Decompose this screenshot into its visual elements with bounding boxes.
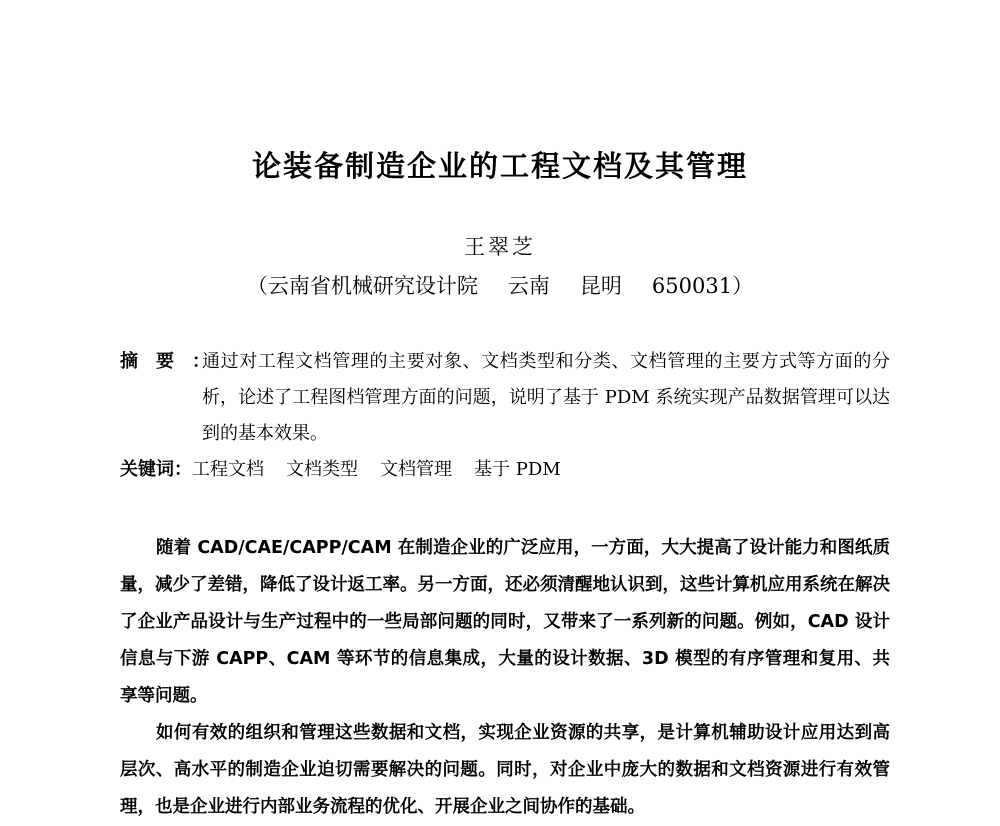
affiliation-institution: 云南省机械研究设计院 (267, 274, 478, 298)
paper-title: 论装备制造企业的工程文档及其管理 (251, 149, 748, 183)
abstract-label: 摘要： (120, 351, 228, 372)
affiliation-postcode: 650031 (651, 274, 733, 298)
affiliation-close-paren: ） (732, 274, 754, 298)
body-paragraph: 随着 CAD/CAE/CAPP/CAM 在制造企业的广泛应用，一方面，大大提高了设计能力和图纸质量，减少了差错，降低了设计返工率。另一方面，还必须清醒地认识到，这些计算机应用系统在解决了企业产品设计与生产过程中的一些局部问题的同时，又带来了一系列新的问题。例如，CAD 设计信息与下游 CAPP、CAM 等环节的信息集成，大量的设计数据、3D 模型的有序管理和复用、共享等问题。 (120, 538, 890, 706)
keywords-label: 关键词： (120, 459, 192, 480)
affiliation (200, 270, 800, 302)
author-name: 王翠芝 (464, 235, 536, 259)
body-text (120, 530, 890, 826)
keyword-item: 基于 PDM (474, 459, 561, 480)
affiliation-city: 昆明 (579, 274, 622, 298)
affiliation-province: 云南 (507, 274, 550, 298)
body-paragraph: 如何有效的组织和管理这些数据和文档，实现企业资源的共享，是计算机辅助设计应用达到高层次、高水平的制造企业迫切需要解决的问题。同时，对企业中庞大的数据和文档资源进行有效管理，也是企业进行内部业务流程的优化、开展企业之间协作的基础。 (120, 723, 890, 817)
keyword-item: 工程文档 (192, 459, 264, 480)
keyword-item: 文档类型 (286, 459, 358, 480)
abstract-text: 通过对工程文档管理的主要对象、文档类型和分类、文档管理的主要方式等方面的分析，论述了工程图档管理方面的问题，说明了基于 PDM 系统实现产品数据管理可以达到的基本效果。 (202, 351, 890, 444)
affiliation-open-paren: （ (246, 274, 268, 298)
keywords-section (120, 452, 890, 488)
keyword-item: 文档管理 (380, 459, 452, 480)
